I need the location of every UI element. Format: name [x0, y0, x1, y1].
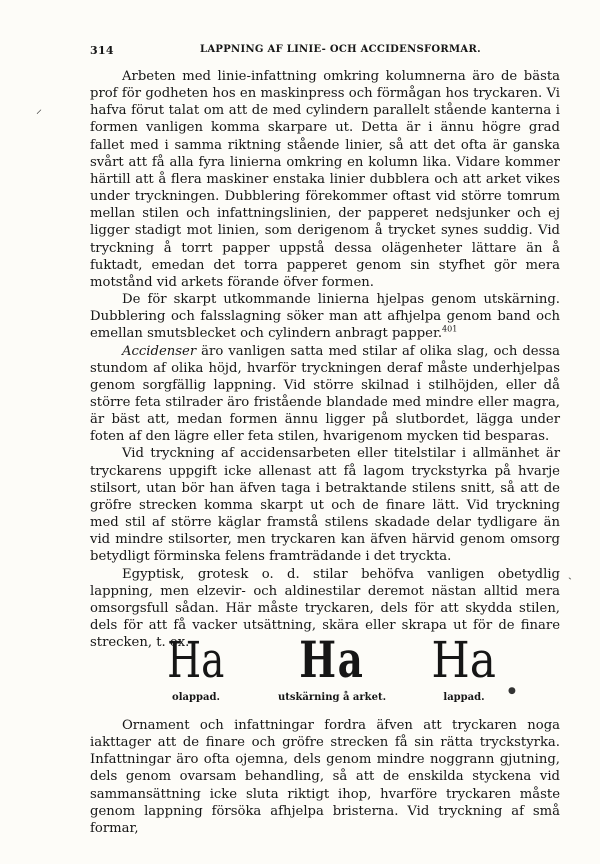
sample-glyph-1: Ha — [167, 631, 225, 689]
sample-caption-3: lappad. — [443, 692, 485, 703]
body-text-continued — [90, 717, 560, 837]
running-title: LAPPNING AF LINIE- OCH ACCIDENSFORMAR. — [200, 44, 481, 55]
paragraph-5: Egyptisk, grotesk o. d. stilar behöfva vanligen obetydlig lappning, men elzevir- och aldinestilar deremot nästan alltid mera omsorgsfull sådan. Här måste tryckaren, dels för att skydda stilen, dels för att få vacker utsättning, skära eller skrapa ut för de finare strecken, t. ex. — [90, 566, 560, 651]
sample-caption-1: olappad. — [172, 692, 220, 703]
type-samples — [90, 632, 560, 712]
paragraph-1: Arbeten med linie-infattning omkring kolumnerna äro de bästa prof för godheten hos en maskinpress och förmågan hos tryckaren. Vi hafva förut talat om att de med cylindern parallelt stående kanterna i formen vanligen komma skarpare ut. Detta är i ännu högre grad fallet med i samma riktning stående linier, så att det ofta är ganska svårt att få alla fyra linierna omkring en kolumn lika. Vidare kommer härtill att å flera maskiner enstaka linier dubblera och att arket vikes under tryckningen. Dubblering förekommer oftast vid större tomrum mellan stilen och infattningslinien, der papperet nedsjunker och ej ligger stadigt mot linien, som derigenom å trycket synes suddig. Vid tryckning å torrt papper uppstå dessa olägenheter lättare än å fuktadt, emedan det torra papperet genom sin styfhet gör mera motstånd vid arkets förande öfver formen. — [90, 69, 560, 290]
paragraph-2-text: De för skarpt utkommande linierna hjelpas genom utskärning. Dubblering och falsslagning söker man att afhjelpa genom band och emellan smutsblecket och cylindern anbragt papper. — [90, 292, 560, 342]
sample-caption-2: utskärning å arket. — [277, 692, 387, 703]
paragraph-2 — [90, 291, 560, 342]
footnote-ref: 401 — [442, 324, 458, 334]
sample-glyph-2: Ha — [299, 630, 365, 689]
sample-utskarning — [272, 632, 392, 704]
term-accidenser: Accidenser — [122, 343, 197, 359]
paragraph-accidenser — [90, 343, 560, 446]
sample-lappad — [424, 632, 504, 704]
body-text — [90, 68, 560, 651]
paragraph-4: Vid tryckning af accidensarbeten eller titelstilar i allmänhet är tryckarens uppgift icke allenast att få lagom tryckstyrka på hvarje stilsort, utan bör han äfven taga i betraktande stilens snitt, så att de gröfre strecken komma skarpt ut och de finare lätt. Vid tryckning med stil af större käglar framstå stilens skadade delar tydligare än vid mindre stilsorter, men tryckaren kan äfven härvid genom omsorg betydligt förminska felens framträdande i det tryckta. — [90, 446, 560, 565]
sample-olappad — [156, 632, 236, 704]
ink-dot: ● — [508, 686, 516, 696]
paragraph-6: Ornament och infattningar fordra äfven att tryckaren noga iakttager att de finare och gröfre strecken få sin rätta tryckstyrka. Infattningar äro ofta ojemna, dels genom mindre noggrann gjutning, dels genom ovarsam behandling, så att de enskilda styckena vid sammansättning icke sluta riktigt ihop, hvarföre tryckaren måste genom lappning försöka afhjelpa bristerna. Vid tryckning af små formar, — [90, 718, 560, 836]
margin-mark-right: ˎ — [568, 566, 572, 580]
accidenser-text: äro vanligen satta med stilar af olika slag, och dessa stundom af olika höjd, hvarför tryckningen deraf måste underhjelpas genom sorgfällig lappning. Vid större skilnad i stilhöjden, eller då större feta stilrader äro fristående blandade med mindre eller magra, är bäst att, medan formen ännu ligger på slutbordet, lägga under foten af den lägre eller feta stilen, hvarigenom mycken tid besparas. — [90, 343, 560, 445]
margin-mark-left: ⸝ — [36, 102, 43, 116]
page-number: 314 — [90, 44, 114, 57]
sample-glyph-3: Ha — [431, 631, 497, 689]
